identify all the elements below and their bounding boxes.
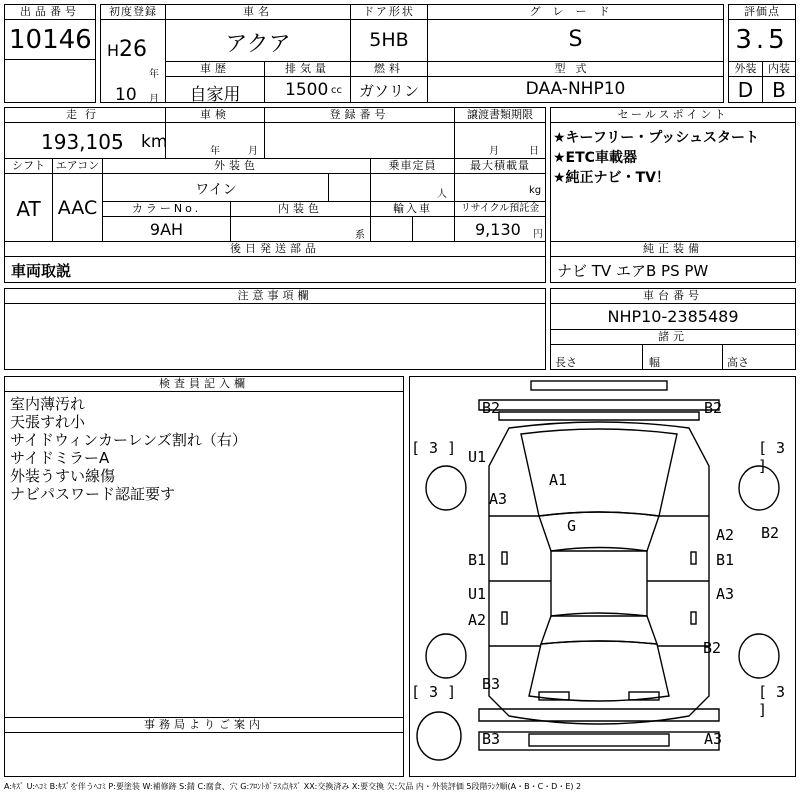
office-header: 事務局よりご案内 [4, 717, 404, 733]
damage-b2-top-right: B2 [704, 399, 723, 417]
exterior-box [728, 61, 763, 103]
specs-box [550, 329, 796, 370]
damage-b1-right: B1 [716, 551, 735, 569]
score-value: 3.5 [735, 25, 789, 55]
office-box [4, 717, 404, 777]
car-name-box [165, 4, 351, 62]
notes-box [4, 288, 546, 370]
later-parts-value: 車両取説 [11, 262, 72, 280]
km-unit: km [141, 132, 168, 152]
history-value: 自家用 [189, 85, 241, 105]
later-parts-box [4, 241, 546, 283]
legend-text: A:ｷｽﾞ U:ﾍｺﾐ B:ｷｽﾞを伴うﾍｺﾐ P:要塗装 W:補修跡 S:錆 C:腐食、穴 G:ﾌﾛﾝﾄｶﾞﾗｽ点ｷｽﾞ XX:交換済み X:要交換 欠:欠品 内・外装評価 5段階ﾗﾝｸ順(A・B・C・D・E) 2 [4, 782, 582, 791]
damage-a3-left-top: A3 [489, 490, 508, 508]
ext-color-value: ワイン [195, 182, 237, 198]
damage-a1-hood: A1 [549, 471, 568, 489]
car-body [489, 422, 709, 724]
door-header: ドア形状 [350, 4, 428, 20]
right-doors [647, 516, 709, 646]
insp-year-unit: 年 [210, 146, 220, 157]
damage-b3-left: B3 [482, 675, 501, 693]
inspector-header: 検査員記入欄 [4, 376, 404, 392]
specs-div-2 [722, 344, 723, 370]
door-value: 5HB [369, 29, 409, 51]
damage-g-windshield: G [567, 517, 577, 535]
front-bumper [479, 400, 719, 420]
capacity-header: 乗車定員 [370, 158, 455, 174]
history-box [165, 61, 265, 103]
lot-no-header: 出品番号 [4, 4, 96, 20]
color-no-box [102, 201, 231, 242]
insp-month-unit: 月 [248, 146, 258, 157]
displacement-value: 1500 [285, 80, 329, 100]
ext-color-box [102, 158, 371, 202]
aircon-header: エアコン [52, 158, 103, 174]
int-color-box [230, 201, 371, 242]
year-unit: 年 [149, 69, 159, 80]
damage-b2-top-left: B2 [482, 399, 501, 417]
import-header: 輸入車 [370, 201, 455, 217]
damage-bracket-left-top: [ 3 ] [411, 439, 457, 457]
car-name-header: 車名 [165, 4, 351, 20]
displacement-header: 排気量 [264, 61, 351, 77]
kg-unit: kg [529, 185, 542, 196]
grade-header: グレード [427, 4, 724, 20]
damage-bracket-right-top: [ 3 ] [758, 439, 786, 475]
series-unit: 系 [355, 230, 365, 241]
lot-no-value: 10146 [9, 25, 92, 55]
inspector-notes: 室内薄汚れ 天張すれ小 サイドウィンカーレンズ割れ（右） サイドミラーA 外装うすい線傷 ナビパスワード認証要す [10, 395, 247, 503]
inspection-header: 車検 [165, 107, 265, 123]
car-name-value: アクア [225, 32, 291, 57]
deadline-day-unit: 日 [529, 146, 539, 157]
windshield [539, 512, 659, 551]
interior-header: 内装 [762, 61, 796, 77]
deadline-header: 譲渡書類期限 [454, 107, 546, 123]
color-no-value: 9AH [149, 220, 184, 239]
era-label: H [107, 41, 120, 60]
damage-a3-bottom-right: A3 [704, 730, 723, 748]
rear-glass [541, 613, 657, 644]
wheel-rear-left [426, 634, 466, 678]
model-code-header: 型式 [427, 61, 724, 77]
first-reg-header: 初度登録 [100, 4, 166, 20]
notes-header: 注意事項欄 [4, 288, 546, 304]
chassis-no-value: NHP10-2385489 [607, 307, 739, 326]
import-divider [412, 216, 413, 242]
roof [551, 551, 647, 616]
first-reg-box [100, 4, 166, 103]
grade-value: S [568, 27, 583, 52]
front-bumper-strip [531, 381, 667, 390]
model-code-value: DAA-NHP10 [525, 79, 626, 99]
sales-point-box [550, 107, 796, 243]
height-label: 高さ [727, 356, 749, 369]
left-handle-front [502, 552, 507, 564]
int-color-header: 内装色 [230, 201, 371, 217]
recycle-header: リサイクル預託金 [454, 201, 546, 217]
aircon-value: AAC [57, 197, 98, 219]
max-load-header: 最大積載量 [454, 158, 546, 174]
left-doors [489, 516, 551, 646]
left-handle-rear [502, 612, 507, 624]
yen-unit: 円 [533, 229, 543, 240]
ext-color-divider [328, 173, 329, 202]
recycle-box [454, 201, 546, 242]
lot-no-lower [4, 59, 96, 103]
reg-no-header: 登録番号 [264, 107, 455, 123]
cc-unit: cc [331, 85, 342, 96]
specs-div-1 [642, 344, 643, 370]
fuel-box [350, 61, 428, 103]
reg-no-box [264, 107, 455, 159]
damage-u1-left-bottom: U1 [468, 585, 487, 603]
interior-box [762, 61, 796, 103]
genuine-equipment-box [550, 241, 796, 283]
damage-b1-left: B1 [468, 551, 487, 569]
exterior-header: 外装 [728, 61, 763, 77]
damage-a2-right: A2 [716, 526, 735, 544]
hood [521, 429, 677, 516]
car-diagram [409, 376, 796, 777]
lot-no-box [4, 4, 96, 60]
grade-box [427, 4, 724, 62]
damage-u1-left-top: U1 [468, 448, 487, 466]
right-handle-front [691, 552, 696, 564]
damage-bracket-right-bottom: [ 3 ] [758, 683, 786, 719]
persons-unit: 人 [437, 189, 447, 200]
deadline-box [454, 107, 546, 159]
chassis-no-header: 車台番号 [550, 288, 796, 304]
damage-a2-left: A2 [468, 611, 487, 629]
aircon-box [52, 158, 103, 242]
bottom-plate-inner [529, 734, 669, 746]
spare-wheel [417, 712, 461, 760]
reg-month: 10 [115, 85, 137, 105]
damage-a3-right: A3 [716, 585, 735, 603]
sales-point-header: セールスポイント [550, 107, 796, 123]
wheel-front-left [426, 466, 466, 510]
fuel-value: ガソリン [358, 82, 419, 100]
interior-value: B [772, 78, 786, 102]
score-header: 評価点 [728, 4, 796, 20]
damage-b3-bottom-left: B3 [482, 730, 501, 748]
width-label: 幅 [649, 356, 660, 369]
damage-bracket-left-bottom: [ 3 ] [411, 683, 457, 701]
door-box [350, 4, 428, 62]
max-load-box [454, 158, 546, 202]
genuine-equipment-value: ナビ TV エアB PS PW [557, 262, 709, 280]
mileage-box [4, 107, 166, 159]
displacement-box [264, 61, 351, 103]
color-no-header: カラーNo. [102, 201, 231, 217]
length-label: 長さ [555, 356, 577, 369]
score-box [728, 4, 796, 62]
capacity-box [370, 158, 455, 202]
exterior-value: D [737, 78, 754, 102]
model-code-box [427, 61, 724, 103]
later-parts-header: 後日発送部品 [4, 241, 546, 257]
shift-value: AT [16, 197, 41, 221]
shift-box [4, 158, 53, 242]
history-header: 車歴 [165, 61, 265, 77]
inspector-box [4, 376, 404, 718]
month-unit: 月 [149, 94, 159, 105]
right-handle-rear [691, 612, 696, 624]
fuel-header: 燃料 [350, 61, 428, 77]
damage-b2-right: B2 [761, 524, 780, 542]
mileage-header: 走行 [4, 107, 166, 123]
shift-header: シフト [4, 158, 53, 174]
sales-point-value: ★キーフリー・プッシュスタート★ETC車載器 ★純正ナビ・TV！ [553, 130, 760, 186]
inspection-box [165, 107, 265, 159]
rear-bumper [479, 709, 719, 721]
specs-header: 諸元 [550, 329, 796, 345]
mileage-value: 193,105 [41, 130, 124, 154]
deadline-month-unit: 月 [489, 146, 499, 157]
wheel-rear-right [739, 634, 779, 678]
chassis-no-box [550, 288, 796, 330]
bottom-plate [479, 732, 719, 750]
reg-year: 26 [119, 37, 147, 62]
recycle-value: 9,130 [475, 220, 521, 239]
damage-b2-right-bottom: B2 [703, 639, 722, 657]
genuine-equipment-header: 純正装備 [550, 241, 796, 257]
ext-color-header: 外装色 [102, 158, 371, 174]
